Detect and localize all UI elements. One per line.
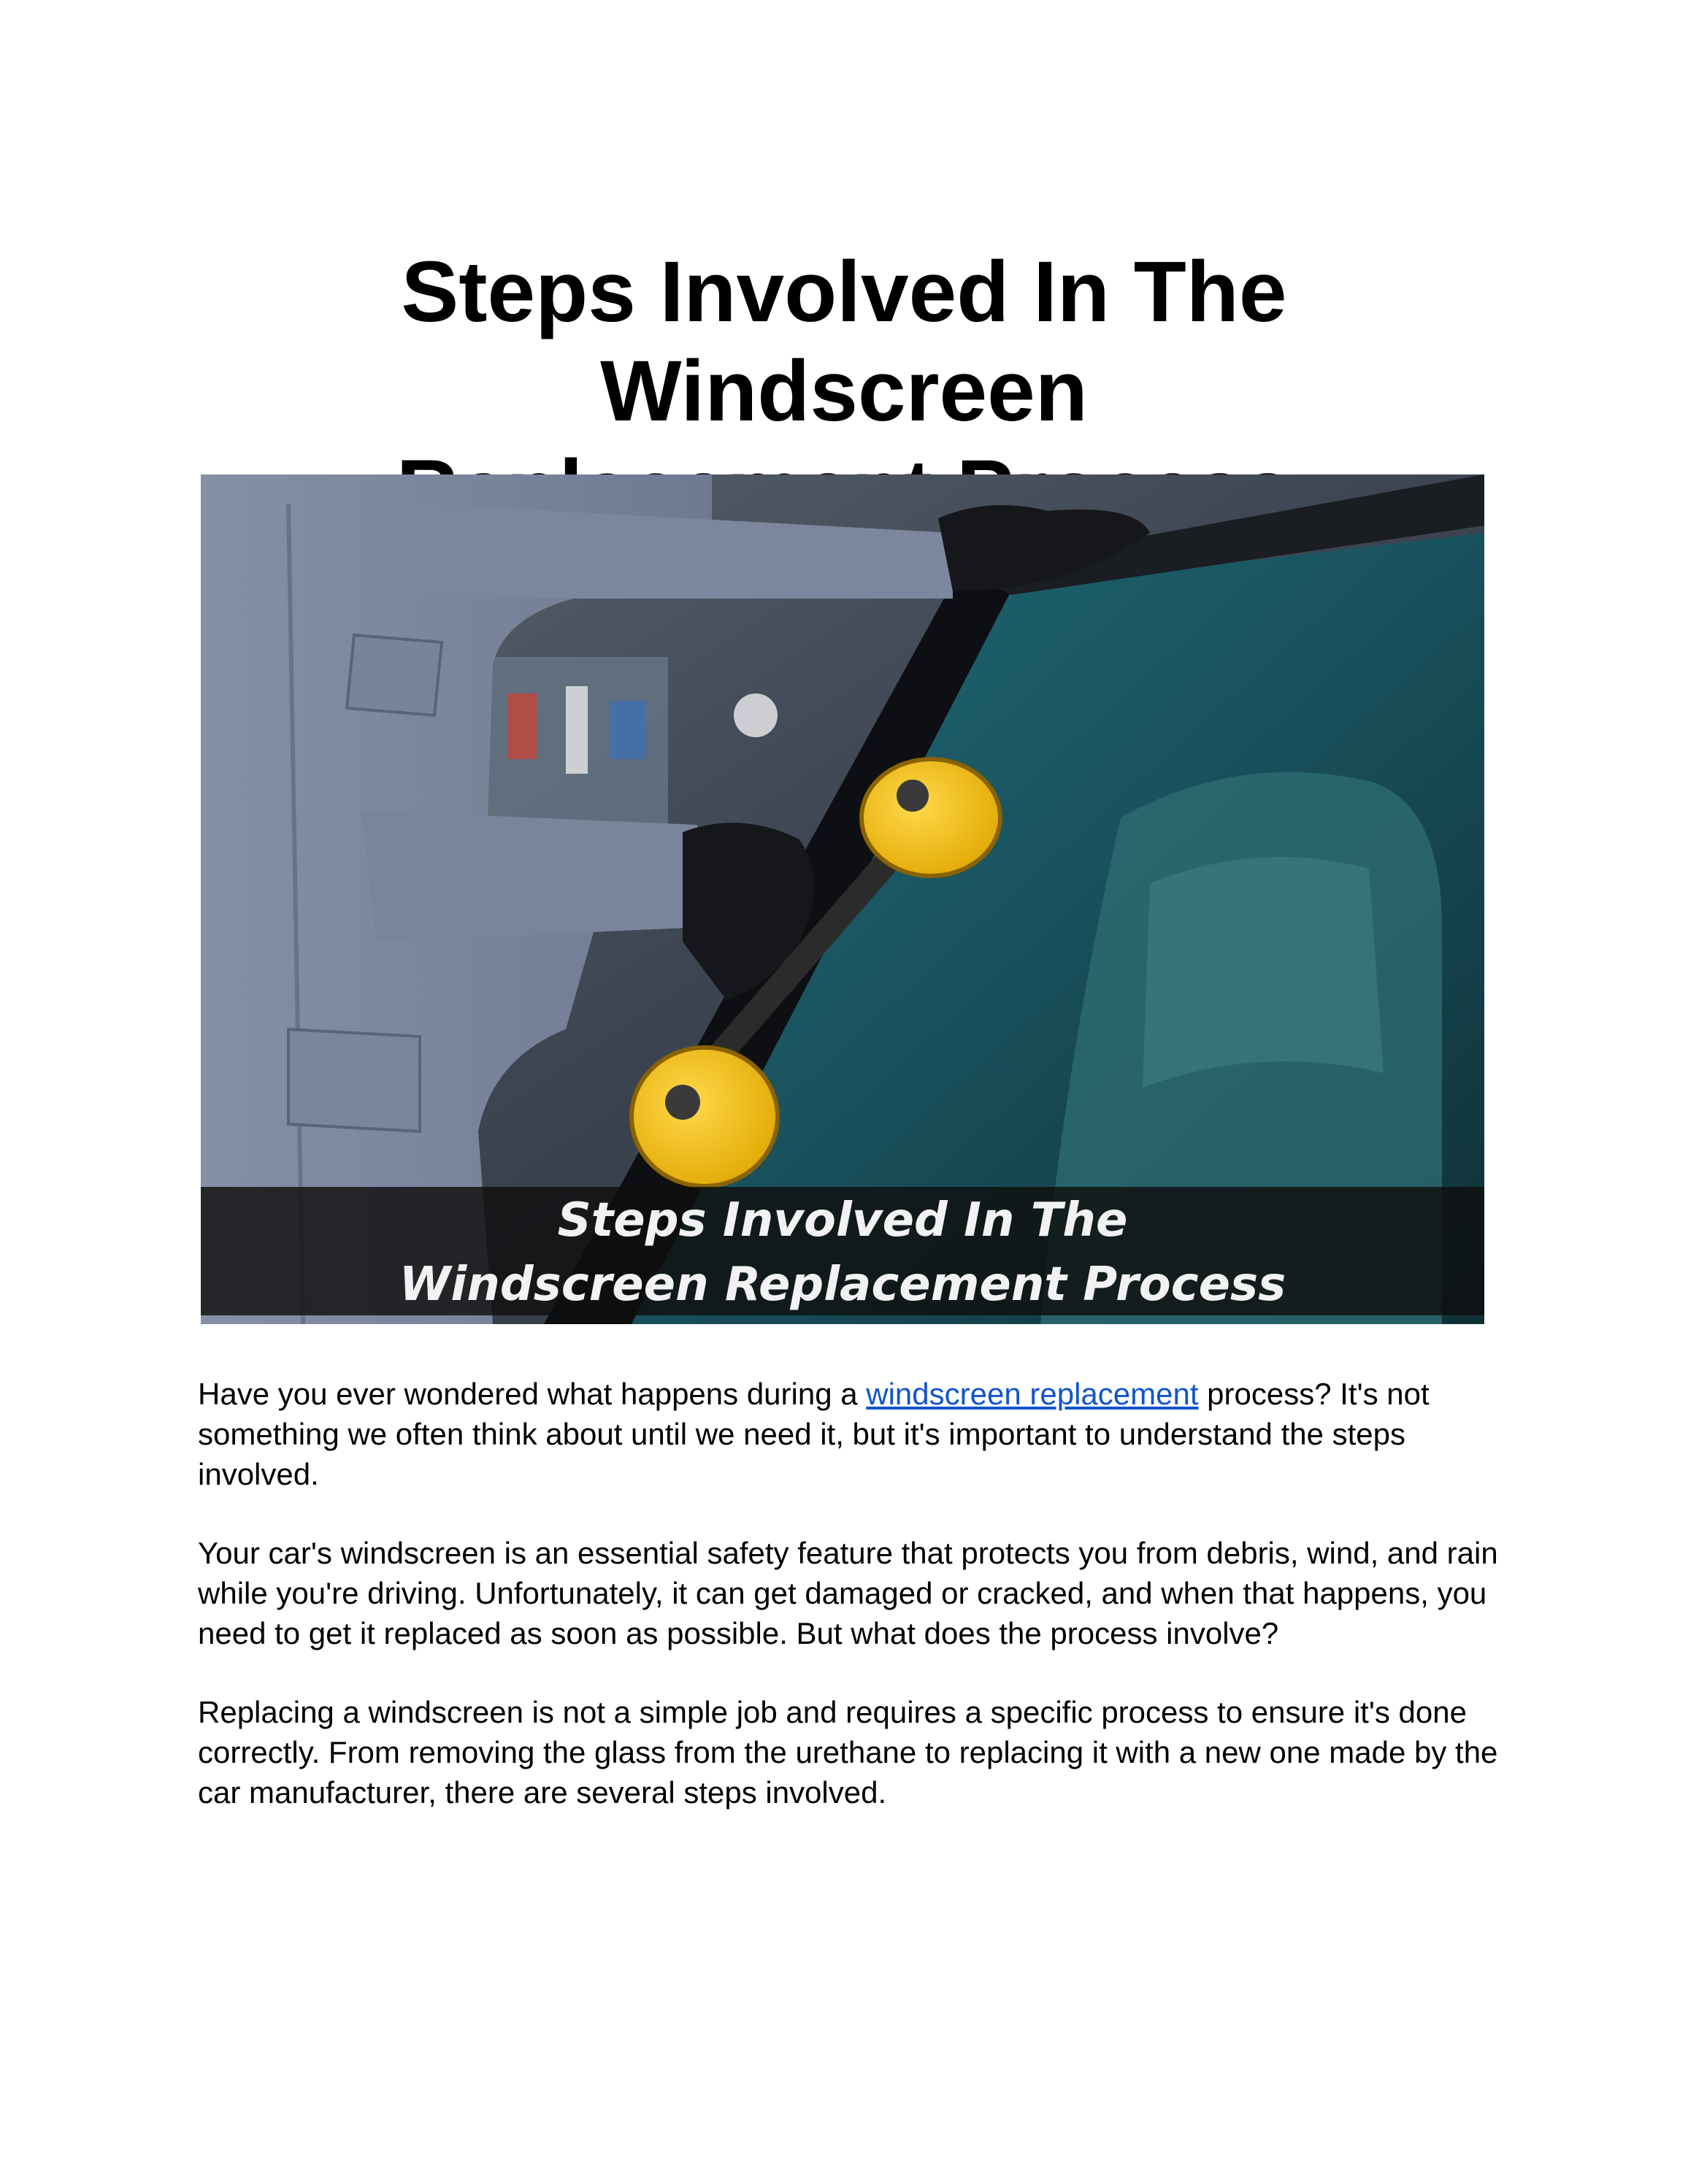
intro-text-before: Have you ever wondered what happens during a	[198, 1377, 867, 1411]
hero-caption-line-1: Steps Involved In The	[557, 1193, 1128, 1247]
suction-cup-lower	[632, 1047, 778, 1186]
suction-cup-upper	[862, 759, 1000, 876]
safety-paragraph: Your car's windscreen is an essential safety feature that protects you from debris, wind, and rain while you're driving. Unfortunately, it can get damaged or cracked, and when that happens, you need to get it replaced as soon as possible. But what does the process involve?	[198, 1536, 1498, 1650]
intro-text-after: process? It's not something we often think about until we need it, but it's important to understand the steps involved.	[198, 1377, 1430, 1491]
intro-paragraph	[198, 1374, 1512, 1494]
windscreen-replacement-link[interactable]: windscreen replacement	[866, 1377, 1199, 1411]
hero-image	[201, 474, 1484, 1324]
process-paragraph: Replacing a windscreen is not a simple job and requires a specific process to ensure it's done correctly. From removing the glass from the urethane to replacing it with a new one made by the car manufacturer, there are several steps involved.	[198, 1695, 1498, 1810]
hero-caption-line-2: Windscreen Replacement Process	[399, 1258, 1286, 1312]
title-line-1: Steps Involved In The Windscreen	[401, 244, 1287, 439]
